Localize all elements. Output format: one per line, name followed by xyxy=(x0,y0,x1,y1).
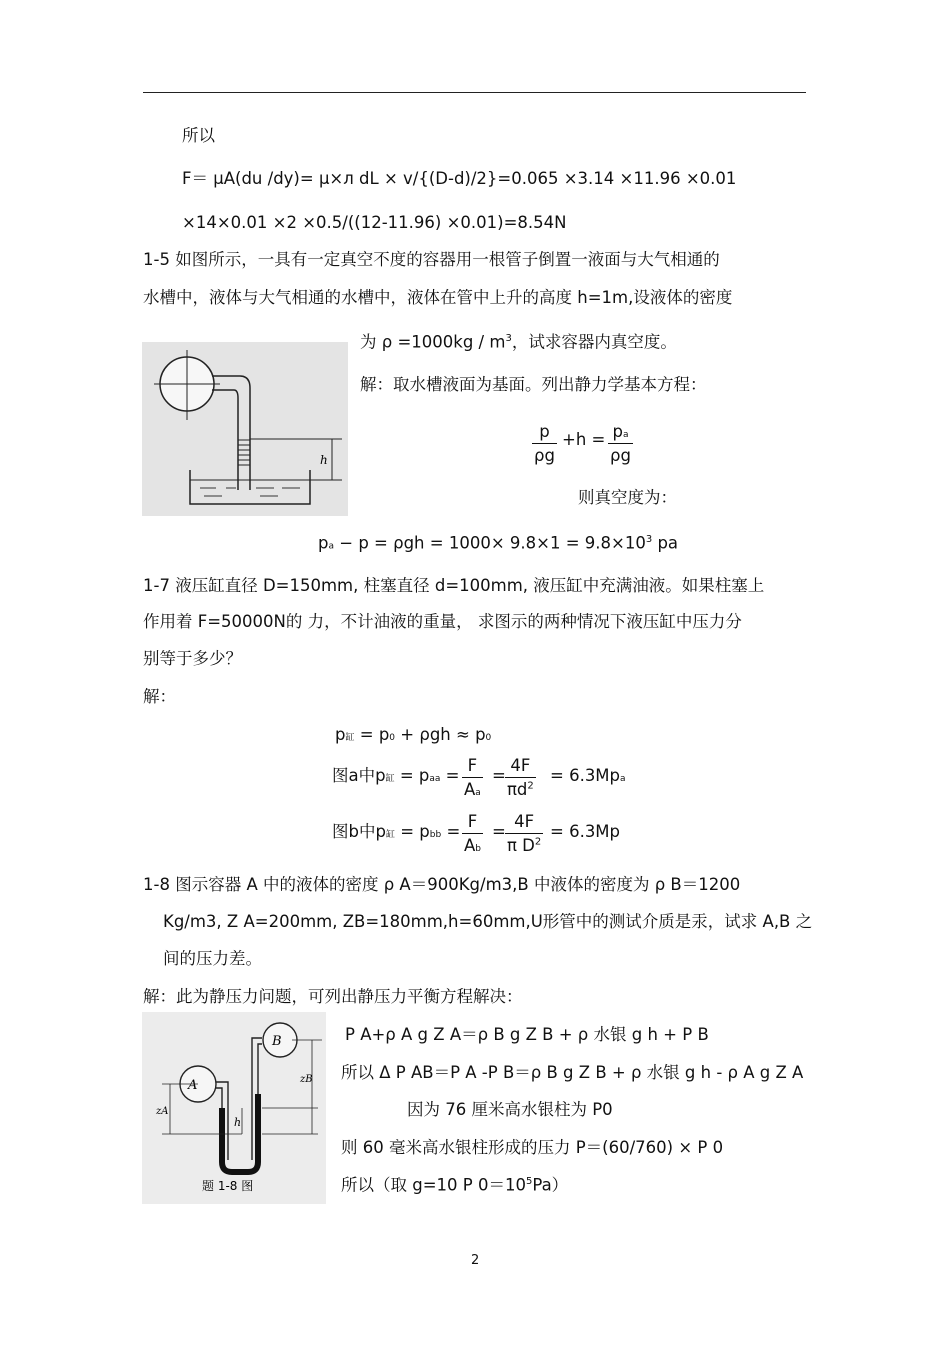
problem-1-5-line-a: 1-5 如图所示，一具有一定真空不度的容器用一根管子倒置一液面与大气相通的 xyxy=(143,250,720,269)
text-line-3: ×14×0.01 ×2 ×0.5/((12-11.96) ×0.01)=8.54N xyxy=(182,213,567,232)
problem-1-8-line-a: 1-8 图示容器 A 中的液体的密度 ρ A＝900Kg/m3,B 中液体的密度为 ρ B＝1200 xyxy=(143,875,741,894)
label-zA: zA xyxy=(156,1106,169,1117)
eq2-gd: πd xyxy=(507,780,528,799)
problem-1-5-line-c xyxy=(360,334,677,351)
eq1-rest2: + ρgh ≈ p xyxy=(395,725,486,744)
eq2-eq2: = xyxy=(492,766,506,785)
frac-num: p xyxy=(539,422,550,441)
eq3-pre: 图b中p xyxy=(332,822,386,841)
eq2-fd: A xyxy=(464,780,476,799)
problem-1-5-solution: 解：取水槽液面为基面。列出静力学基本方程： xyxy=(360,375,707,394)
cylinder-pressure-eq xyxy=(335,727,491,744)
problem-1-8-line-c: 间的压力差。 xyxy=(163,949,262,968)
eq-body: − p = ρgh = 1000× 9.8×1 = 9.8×10 xyxy=(334,533,646,553)
eq1-sub2: 0 xyxy=(389,733,396,743)
problem-1-7-solution: 解： xyxy=(143,687,176,706)
mercury-pressure: 则 60 毫米高水银柱形成的压力 P＝(60/760) × P 0 xyxy=(341,1138,724,1157)
problem-1-8-line-b: Kg/m3, Z A=200mm, ZB=180mm,h=60mm,U形管中的测试介质是汞，试求 A,B 之 xyxy=(163,912,813,931)
eq2-fn: F xyxy=(467,756,478,775)
eq1-sub: 缸 xyxy=(345,733,355,743)
text-line-1: 所以 xyxy=(182,126,215,145)
eq-sup: 3 xyxy=(645,534,653,545)
eq1-rest: = p xyxy=(354,725,390,744)
eq2-res-sub: a xyxy=(620,774,626,784)
eq2-fraction-F-A xyxy=(462,756,483,799)
figure-1-5-vacuum-container xyxy=(142,342,348,516)
eq2-fraction-4F xyxy=(505,756,536,799)
density-sup: 3 xyxy=(505,333,512,344)
eq3-left xyxy=(332,824,460,841)
eq3-gd: π D xyxy=(507,836,535,855)
problem-1-5-line-b: 水槽中，液体与大气相通的水槽中，液体在管中上升的高度 h=1m,设液体的密度 xyxy=(143,288,733,307)
assumption-unit: Pa） xyxy=(532,1175,569,1195)
eq-unit: pa xyxy=(652,533,679,553)
label-h: h xyxy=(234,1116,242,1129)
frac-den: ρg xyxy=(534,446,555,465)
eq2-mid: = p xyxy=(394,766,430,785)
mercury-note: 因为 76 厘米高水银柱为 P0 xyxy=(407,1100,613,1119)
eq1-sub3: 0 xyxy=(485,733,492,743)
eq3-sub: 缸 xyxy=(385,830,395,840)
eq2-sub: 缸 xyxy=(385,774,395,784)
label-zB: zB xyxy=(300,1074,313,1085)
eq-p: p xyxy=(318,533,329,553)
problem-1-8-solution: 解：此为静压力问题，可列出静压力平衡方程解决： xyxy=(143,987,523,1006)
label-A: A xyxy=(188,1078,198,1093)
density-text: 为 ρ =1000kg / m xyxy=(360,332,506,352)
problem-1-7-line-a: 1-7 液压缸直径 D=150mm, 柱塞直径 d=100mm, 液压缸中充满油液。如果柱塞上 xyxy=(143,576,765,595)
page-number: 2 xyxy=(471,1253,480,1268)
fraction-p-over-rhog xyxy=(532,422,557,465)
assumption-sup: 5 xyxy=(525,1176,533,1187)
eq3-eq: = xyxy=(441,822,461,841)
frac-num-pa: p xyxy=(612,422,623,441)
problem-1-7-line-b: 作用着 F=50000N的 力，不计油液的重量， 求图示的两种情况下液压缸中压力分 xyxy=(143,612,742,631)
eq3-mid: = p xyxy=(394,822,430,841)
eq3-fraction-F-A xyxy=(462,812,483,855)
figure-caption: 题 1-8 图 xyxy=(202,1179,254,1193)
vacuum-label: 则真空度为： xyxy=(578,488,677,507)
figure-1-5-h-label: h xyxy=(320,453,328,467)
eq3-eq2: = xyxy=(492,822,506,841)
assumption-line xyxy=(341,1177,568,1194)
fraction-pa-over-rhog xyxy=(608,422,633,465)
eq2-gn: 4F xyxy=(510,756,531,775)
eq2-fd-sub: a xyxy=(475,788,481,798)
frac-num-pa-sub: a xyxy=(622,430,629,440)
eq2-res: = 6.3Mp xyxy=(550,766,621,785)
eq2-pre: 图a中p xyxy=(332,766,386,785)
label-B: B xyxy=(272,1034,282,1049)
eq3-gn: 4F xyxy=(514,812,535,831)
eq2-result xyxy=(550,768,626,785)
balance-equation: P A+ρ A g Z A＝ρ B g Z B + ρ 水银 g h + P B xyxy=(345,1025,709,1044)
eq3-fn: F xyxy=(467,812,478,831)
eq2-gd-sup: 2 xyxy=(527,780,534,792)
header-rule xyxy=(143,92,806,93)
eq3-fd-sub: b xyxy=(475,844,482,854)
eq3-fraction-4F xyxy=(505,812,543,855)
eq3-result: = 6.3Mp xyxy=(550,822,621,841)
eq2-sub2: aa xyxy=(429,774,441,784)
problem-1-7-line-c: 别等于多少？ xyxy=(143,649,242,668)
eq2-eq: = xyxy=(440,766,460,785)
eq1-p: p xyxy=(335,725,346,744)
eq3-fd: A xyxy=(464,836,476,855)
assumption-text: 所以（取 g=10 P 0＝10 xyxy=(341,1175,526,1195)
pressure-difference-eq: 所以 Δ P AB＝P A -P B＝ρ B g Z B + ρ 水银 g h - ρ A g Z A xyxy=(341,1063,804,1082)
density-text-2: ，试求容器内真空度。 xyxy=(511,332,677,352)
eq-p-sub: a xyxy=(328,541,334,552)
figure-1-8-u-tube xyxy=(142,1012,326,1204)
text-line-2: F＝ μA(du /dy)= μ×л dL × v/{(D-d)/2}=0.065 ×3.14 ×11.96 ×0.01 xyxy=(182,169,737,188)
eq2-left xyxy=(332,768,460,785)
eq3-sub2: bb xyxy=(429,830,442,840)
frac-den-2: ρg xyxy=(610,446,631,465)
eq-plus-h: +h = xyxy=(562,430,606,449)
vacuum-equation xyxy=(318,535,678,552)
eq3-gd-sup: 2 xyxy=(534,836,542,848)
